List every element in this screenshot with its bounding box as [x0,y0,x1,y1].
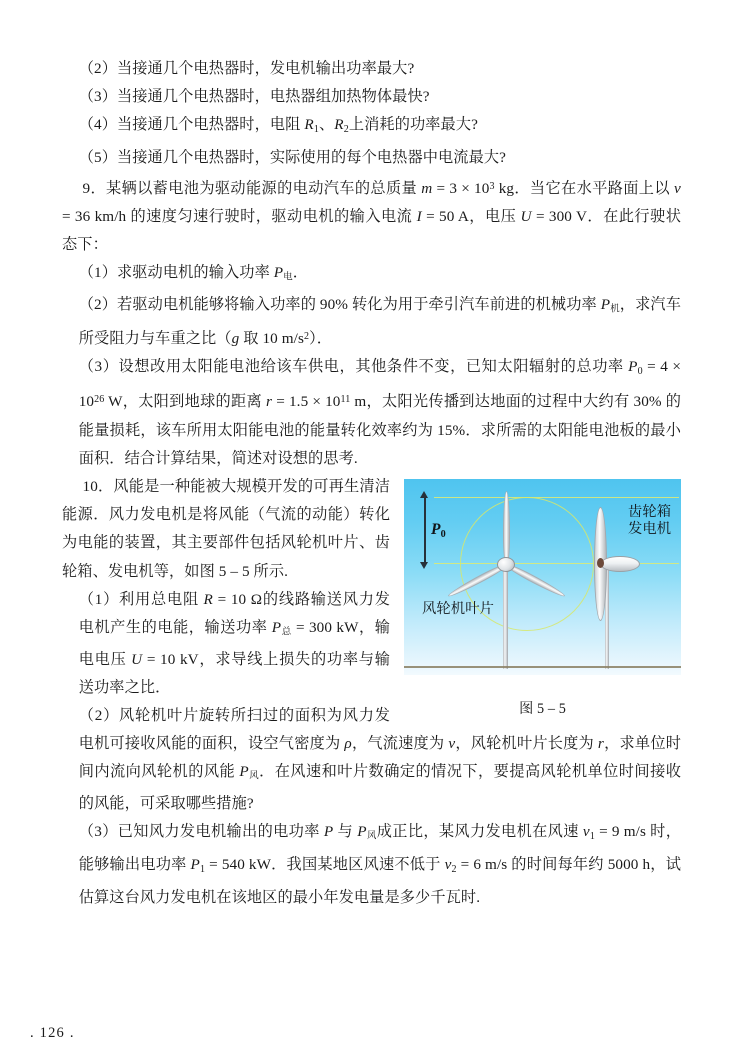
q8-part-5-text: （5）当接通几个电热器时，实际使用的每个电热器中电流最大? [78,149,507,167]
wind-turbine-illustration [404,479,681,675]
figure-label-blade: 风轮机叶片 [422,600,494,617]
q8-part-3-text: （3）当接通几个电热器时，电热器组加热物体最快? [78,88,430,106]
q9-part-1: （1）求驱动电机的输入功率 P电． [78,264,309,282]
q9-stem: 9．某辆以蓄电池为驱动能源的电动汽车的总质量 $m = 3 \times 10^3$ kg．当它在水平路面上以 v = 36 km/h 的速度匀速行驶时，驱动电机的输入电流 I = 50 A，电压 U = 300 V．在此行驶状态下： [62,179,682,254]
q8-part-2 [62,55,681,83]
nacelle-gearbox-generator [600,556,640,572]
q8-part-3 [62,83,681,111]
q8-part-5 [62,144,681,172]
question-8-parts [62,55,681,173]
q10-stem: 10．风能是一种能被大规模开发的可再生清洁能源．风力发电机是将风能（气流的动能）转化为电能的装置，其主要部件包括风轮机叶片、齿轮箱、发电机等，如图 5 – 5 所示. [62,477,390,580]
q8-part-4: （4）当接通几个电热器时，电阻 $R_1$、$R_2$上消耗的功率最大? [78,116,478,136]
rotor-hub [497,557,515,572]
figure-label-p0: $P_0$ [431,520,446,540]
q9-part-3: （3）设想改用太阳能电池给该车供电，其他条件不变，已知太阳辐射的总功率 $P_0 = 4 \times 10^{26}$ W，太阳到地球的距离 $r = 1.5 \times 10^{11}$ m，太阳光传播到达地面的过程中大约有 30% 的能量损耗，该车所用太阳能电池的能量转化效率约为 15%．求所需的太阳能电池板的最小面积．结合计算结果，简述对设想的思考. [78,358,681,467]
question-10 [62,473,681,913]
q10-part-2: （2）风轮机叶片旋转所扫过的面积为风力发电机可接收风能的面积，设空气密度为 ρ，气流速度为 v，风轮机叶片长度为 r，求单位时间内流向风轮机的风能 P风．在风速和叶片数确定的情况下，要提高风轮机单位时间接收的风能，可采取哪些措施? [78,706,682,813]
q10-part-3: （3）已知风力发电机输出的电功率 P 与 P风成正比，某风力发电机在风速 $v_1 = 9$ m/s 时，能够输出电功率 $P_1 = 540$ kW．我国某地区风速不低于 $v_2 = 6$ m/s 的时间每年约 5000 h，试估算这台风力发电机在该地区的最小年发电量是多少千瓦时. [78,823,681,907]
q10-part-1: （1）利用总电阻 R = 10 Ω的线路输送风力发电机产生的电能，输送功率 P总 = 300 kW，输电电压 U = 10 kV，求导线上损失的功率与输送功率之比． [78,590,390,696]
figure-label-gearbox: 齿轮箱 [628,503,672,520]
nacelle-nose-cone [597,558,604,568]
figure-label-gearbox-generator [628,504,671,538]
page-number: . 126 . [30,1025,75,1041]
p0-double-arrow-icon [424,497,426,563]
figure-caption: 图 5 – 5 [519,700,566,717]
figure-label-generator: 发电机 [628,520,672,537]
q8-part-2-text: （2）当接通几个电热器时，发电机输出功率最大? [78,60,415,77]
guide-line-top [434,497,679,498]
question-9 [62,173,681,473]
q9-part-2: （2）若驱动电机能够将输入功率的 90% 转化为用于牵引汽车前进的机械功率 P机，求汽车所受阻力与车重之比（g 取 10 $m/s^2$）． [78,296,681,347]
ground-line [404,666,681,668]
turbine-tower-front [503,563,508,669]
figure-5-5 [404,479,681,723]
